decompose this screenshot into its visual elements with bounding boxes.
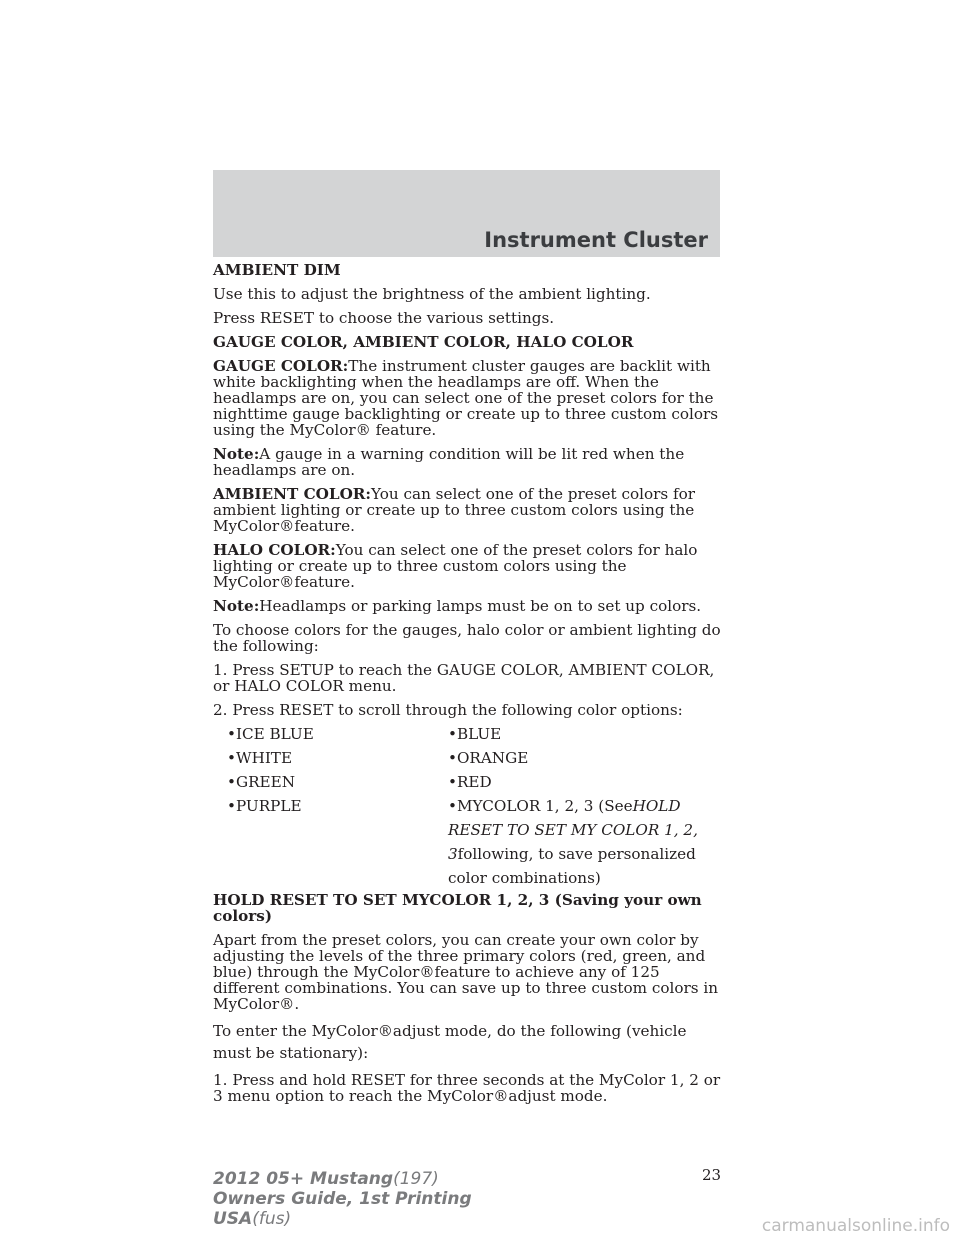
hold-reset-step-1: 1. Press and hold RESET for three seconds at the MyColor 1, 2 or 3 menu option to reach the MyColor®adjust mode.	[213, 1071, 721, 1105]
header-band	[213, 170, 720, 257]
ambient-color-label: AMBIENT COLOR:	[213, 485, 372, 503]
note-warning-paragraph	[213, 446, 723, 478]
step-2: 2. Press RESET to scroll through the following color options:	[213, 701, 683, 719]
page-content	[213, 262, 723, 1112]
halo-color-paragraph	[213, 542, 723, 590]
ambient-dim-paragraph-2: Press RESET to choose the various settings.	[213, 309, 555, 327]
hold-reset-heading: HOLD RESET TO SET MYCOLOR 1, 2, 3 (Saving your own colors)	[213, 891, 702, 925]
list-item: •ORANGE	[448, 749, 529, 767]
list-item: •RED	[448, 773, 492, 791]
footer	[213, 1169, 472, 1229]
step-1: 1. Press SETUP to reach the GAUGE COLOR, AMBIENT COLOR, or HALO COLOR menu.	[213, 661, 715, 695]
footer-line-2: Owners Guide, 1st Printing	[213, 1189, 472, 1209]
footer-line-3	[213, 1209, 472, 1229]
gauge-color-label: GAUGE COLOR:	[213, 357, 349, 375]
page-number: 23	[702, 1166, 722, 1184]
note-label: Note:	[213, 597, 260, 615]
ambient-dim-heading: AMBIENT DIM	[213, 261, 341, 279]
footer-line-1	[213, 1169, 472, 1189]
footer-model-code: (197)	[393, 1169, 439, 1189]
mycolor-suffix: following, to save personalized color combinations)	[448, 845, 696, 887]
note-text: Headlamps or parking lamps must be on to set up colors.	[259, 597, 702, 615]
footer-market: USA	[213, 1209, 253, 1229]
list-item: •WHITE	[227, 749, 293, 767]
list-item: •BLUE	[448, 725, 502, 743]
section-title: Instrument Cluster	[484, 228, 708, 252]
footer-market-code: (fus)	[252, 1209, 292, 1229]
list-item: •PURPLE	[227, 797, 302, 815]
mycolor-prefix: •MYCOLOR 1, 2, 3 (See	[448, 797, 633, 815]
ambient-dim-paragraph-1: Use this to adjust the brightness of the ambient lighting.	[213, 285, 651, 303]
note-text: A gauge in a warning condition will be lit red when the headlamps are on.	[213, 445, 685, 479]
color-options-list	[227, 722, 723, 890]
hold-reset-paragraph-2: To enter the MyColor®adjust mode, do the following (vehicle must be stationary):	[213, 1022, 687, 1062]
note-label: Note:	[213, 445, 260, 463]
gauge-color-heading: GAUGE COLOR, AMBIENT COLOR, HALO COLOR	[213, 333, 634, 351]
hold-reset-paragraph-1: Apart from the preset colors, you can create your own color by adjusting the levels of the three primary colors (red, green, and blue) through the MyColor®feature to achieve any of 125 different combinations. You can save up to three custom colors in MyColor®.	[213, 931, 719, 1013]
gauge-color-text: The instrument cluster gauges are backlit with white backlighting when the headlamps are off. When the headlamps are on, you can select one of the preset colors for the nighttime gauge backlighting or create up to three custom colors using the MyColor® feature.	[213, 357, 719, 439]
mycolor-reference: HOLD RESET TO SET MY COLOR 1, 2, 3	[448, 797, 698, 863]
note-headlamps-paragraph	[213, 598, 723, 614]
ambient-color-text: You can select one of the preset colors for ambient lighting or create up to three custom colors using the MyColor®feature.	[213, 485, 696, 535]
list-item: •GREEN	[227, 773, 295, 791]
halo-color-text: You can select one of the preset colors for halo lighting or create up to three custom colors using the MyColor®feature.	[213, 541, 698, 591]
gauge-color-paragraph	[213, 358, 723, 438]
footer-model: 2012 05+ Mustang	[213, 1169, 394, 1189]
ambient-color-paragraph	[213, 486, 723, 534]
list-item: •ICE BLUE	[227, 725, 314, 743]
choose-colors-intro: To choose colors for the gauges, halo color or ambient lighting do the following:	[213, 621, 721, 655]
watermark: carmanualsonline.info	[761, 1216, 950, 1236]
list-item-mycolor	[448, 794, 723, 890]
halo-color-label: HALO COLOR:	[213, 541, 336, 559]
